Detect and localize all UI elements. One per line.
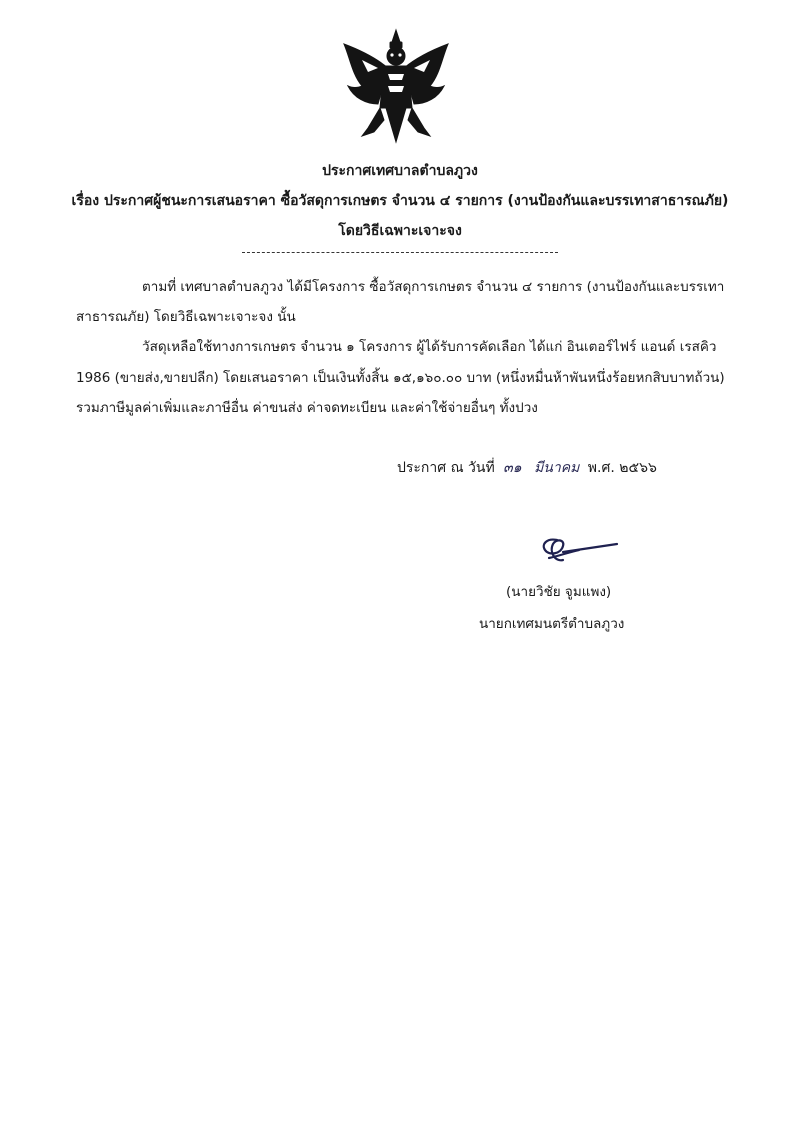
procurement-method: โดยวิธีเฉพาะเจาะจง (338, 223, 462, 239)
date-day: ๓๑ (503, 460, 522, 476)
paragraph-2-line-3: รวมภาษีมูลค่าเพิ่มและภาษีอื่น ค่าขนส่ง ค่าจดทะเบียน และค่าใช้จ่ายอื่นๆ ทั้งปวง (76, 400, 538, 416)
date-prefix: ประกาศ ณ วันที่ (397, 460, 495, 476)
title-divider (242, 252, 558, 253)
date-month: มีนาคม (534, 460, 580, 476)
signer-title: นายกเทศมนตรีตำบลภูวง (479, 616, 625, 632)
paragraph-1-line-1: ตามที่ เทศบาลตำบลภูวง ได้มีโครงการ ซื้อวัสดุการเกษตร จำนวน ๔ รายการ (งานป้องกันและบรรเทา (142, 279, 725, 295)
paragraph-2-line-2: 1986 (ขายส่ง,ขายปลีก) โดยเสนอราคา เป็นเงินทั้งสิ้น ๑๕,๑๖๐.๐๐ บาท (หนึ่งหมื่นห้าพันหนึ่งร้อยหกสิบบาทถ้วน) (76, 370, 725, 386)
date-year: พ.ศ. ๒๕๖๖ (587, 460, 657, 476)
announcement-title: ประกาศเทศบาลตำบลภูวง (322, 163, 478, 179)
garuda-emblem-icon (338, 28, 454, 146)
announcement-date (397, 457, 657, 479)
signer-name: (นายวิชัย จูมแพง) (506, 584, 612, 600)
paragraph-1-line-2: สาธารณภัย) โดยวิธีเฉพาะเจาะจง นั้น (76, 309, 296, 325)
announcement-subject: เรื่อง ประกาศผู้ชนะการเสนอราคา ซื้อวัสดุการเกษตร จำนวน ๔ รายการ (งานป้องกันและบรรเทาสาธารณภัย) (71, 193, 729, 209)
signature-icon (535, 530, 625, 578)
paragraph-2-line-1: วัสดุเหลือใช้ทางการเกษตร จำนวน ๑ โครงการ ผู้ได้รับการคัดเลือก ได้แก่ อินเตอร์ไฟร์ แอนด์ เรสคิว (142, 339, 717, 355)
